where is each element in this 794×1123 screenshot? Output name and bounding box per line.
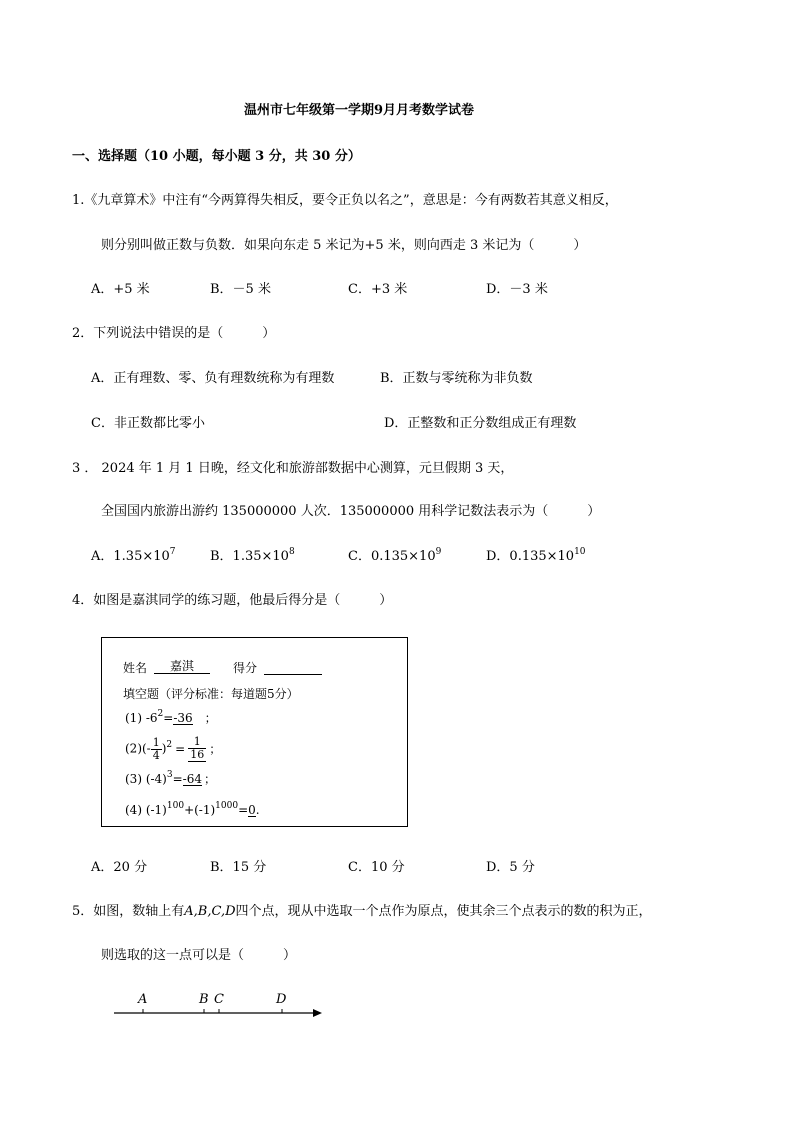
label-b: B [199,992,209,1007]
card-item-2: (2)(- $\frac{1}{4}$ )$^2$ = $\frac{1}{16}$ ； [125,735,222,762]
name-value: 嘉淇 [154,660,210,674]
q1-line2: 则分别叫做正数与负数．如果向东走 5 米记为+5 米，则向西走 3 米记为（ ） [101,238,587,253]
homework-card [101,637,408,827]
score-label: 得分 [233,661,258,675]
q5-line1: 5．如图，数轴上有A,B,C,D四个点，现从中选取一个点作为原点，使其余三个点表示的数的积为正， [72,904,652,919]
q1-option-b: B．－5 米 [210,282,271,297]
page-title: 温州市七年级第一学期9月月考数学试卷 [244,103,475,118]
q2-option-c: C．非正数都比零小 [91,416,205,431]
q3-option-c: C．$0.135\times 10^9$ [348,546,442,564]
q4-option-d: D．5 分 [486,860,535,875]
q5-line2: 则选取的这一点可以是（ ） [101,948,297,963]
card-item-4: (4) $(-1)^{100}+(-1)^{1000}=0$. [125,801,260,817]
number-line [110,988,330,1028]
label-d: D [276,992,287,1007]
card-instructions: 填空题（评分标准：每道题5分） [123,687,299,701]
q2-stem: 2．下列说法中错误的是（ ） [72,326,276,341]
q3-option-a: A．$1.35\times 10^7$ [91,546,176,564]
label-c: C [214,992,224,1007]
q3-option-d: D．$0.135\times 10^{10}$ [486,546,586,564]
q1-option-c: C．+3 米 [348,282,408,297]
q3-option-b: B．$1.35\times 10^8$ [210,546,295,564]
q3-line1: 3 ． 2024 年 1 月 1 日晚，经文化和旅游部数据中心测算，元旦假期 3 天， [72,461,514,476]
name-label: 姓名 [123,661,148,675]
q3-line2: 全国国内旅游出游约 135000000 人次．135000000 用科学记数法表示为（ ） [101,504,601,519]
q2-option-b: B．正数与零统称为非负数 [380,371,533,386]
section-heading: 一、选择题（10 小题，每小题 3 分，共 30 分） [72,149,361,164]
q4-option-b: B．15 分 [210,860,267,875]
q4-stem: 4．如图是嘉淇同学的练习题，他最后得分是（ ） [72,593,393,608]
label-a: A [138,992,148,1007]
q4-option-c: C．10 分 [348,860,405,875]
q4-option-a: A．20 分 [91,860,148,875]
q1-option-a: A．+5 米 [91,282,150,297]
q1-line1: 1.《九章算术》中注有“今两算得失相反，要令正负以名之”，意思是：今有两数若其意义相反， [72,193,618,208]
card-item-1: (1) $-6^2=-36$ ； [125,709,217,725]
q2-option-a: A．正有理数、零、负有理数统称为有理数 [91,371,335,386]
q1-option-d: D．－3 米 [486,282,548,297]
q2-option-d: D．正整数和正分数组成正有理数 [384,416,577,431]
arrow-right-icon [313,1009,322,1017]
card-item-3: (3) $(-4)^3=-64$ ； [125,770,217,786]
score-blank [264,674,322,675]
